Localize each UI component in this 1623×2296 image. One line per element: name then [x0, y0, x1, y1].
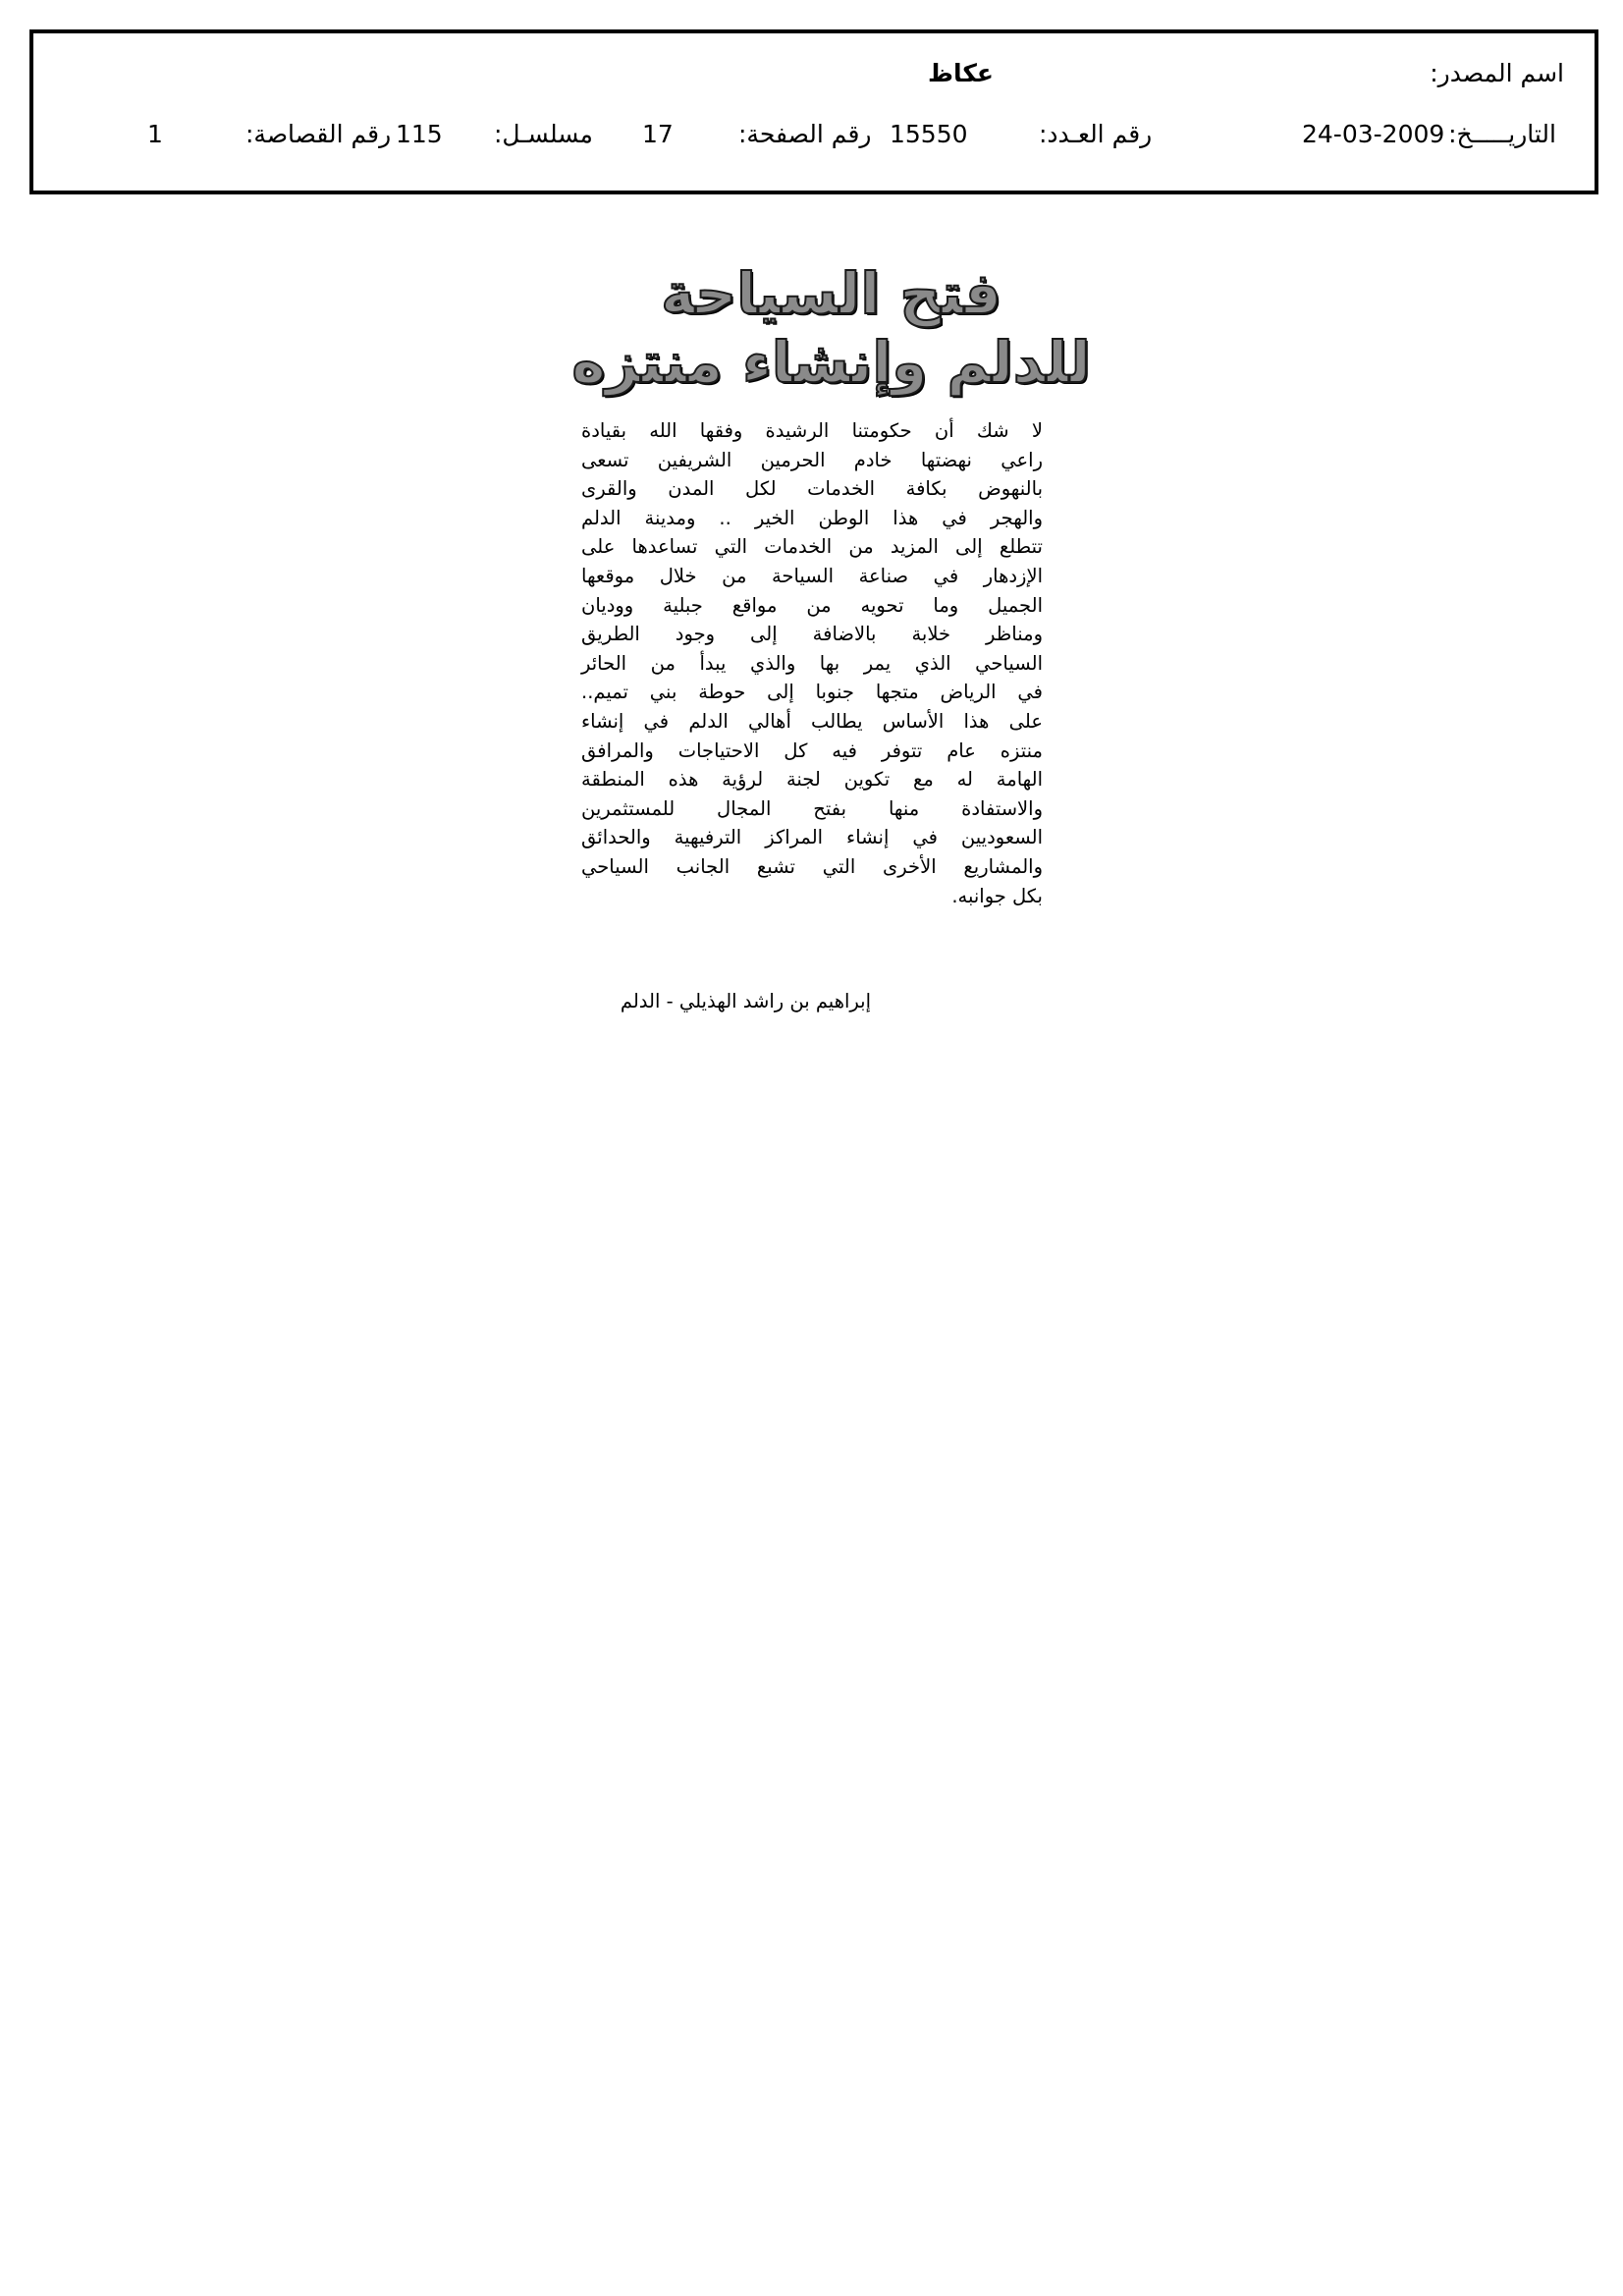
serial-value: 115: [396, 120, 443, 148]
article-line: منتزه عام تتوفر فيه كل الاحتياجات والمرافق: [581, 738, 1043, 762]
article-line: الهامة له مع تكوين لجنة لرؤية هذه المنطقة: [581, 768, 1043, 792]
article-line: السعوديين في إنشاء المراكز الترفيهية والحدائق: [581, 826, 1043, 849]
issue-value: 15550: [890, 120, 968, 148]
clipping-label: رقم القصاصة:: [245, 120, 392, 148]
article-line: في الرياض متجها جنوبا إلى حوطة بني تميم..: [581, 681, 1043, 704]
page-label: رقم الصفحة:: [738, 120, 872, 148]
article-body: [581, 416, 1043, 910]
article-line: الجميل وما تحويه من مواقع جبلية ووديان: [581, 593, 1043, 617]
headline-line1: فتح السياحة: [661, 260, 1001, 327]
article-line: تتطلع إلى المزيد من الخدمات التي تساعدها على: [581, 535, 1043, 559]
source-label: اسم المصدر:: [1430, 59, 1564, 87]
article-line: والهجر في هذا الوطن الخير .. ومدينة الدلم: [581, 506, 1043, 529]
article-line: لا شك أن حكومتنا الرشيدة وفقها الله بقيادة: [581, 419, 1043, 442]
date-value: 24-03-2009: [1302, 120, 1445, 148]
source-value: عكاظ: [928, 59, 994, 87]
clipping-value: 1: [147, 120, 163, 148]
article-line: الإزدهار في صناعة السياحة من خلال موقعها: [581, 564, 1043, 587]
issue-label: رقم العـدد:: [1039, 120, 1153, 148]
article-line: راعي نهضتها خادم الحرمين الشريفين تسعى: [581, 448, 1043, 471]
article-line: والمشاريع الأخرى التي تشبع الجانب السياحي: [581, 854, 1043, 878]
page-value: 17: [642, 120, 674, 148]
article-line: بكل جوانبه.: [951, 884, 1043, 907]
article-line: والاستفادة منها بفتح المجال للمستثمرين: [581, 796, 1043, 820]
article-byline: إبراهيم بن راشد الهذيلي - الدلم: [620, 990, 871, 1012]
article-line: السياحي الذي يمر بها والذي يبدأ من الحائر: [581, 651, 1043, 675]
article-line: بالنهوض بكافة الخدمات لكل المدن والقرى: [581, 477, 1043, 501]
serial-label: مسلسـل:: [494, 120, 593, 148]
headline-line2: للدلم وإنشاء منتزه: [571, 329, 1091, 396]
article-line: ومناظر خلابة بالاضافة إلى وجود الطريق: [581, 623, 1043, 646]
clipping-header-box: [29, 29, 1598, 194]
article-line: على هذا الأساس يطالب أهالي الدلم في إنشاء: [581, 709, 1043, 733]
date-label: التاريـــــخ:: [1448, 120, 1556, 148]
